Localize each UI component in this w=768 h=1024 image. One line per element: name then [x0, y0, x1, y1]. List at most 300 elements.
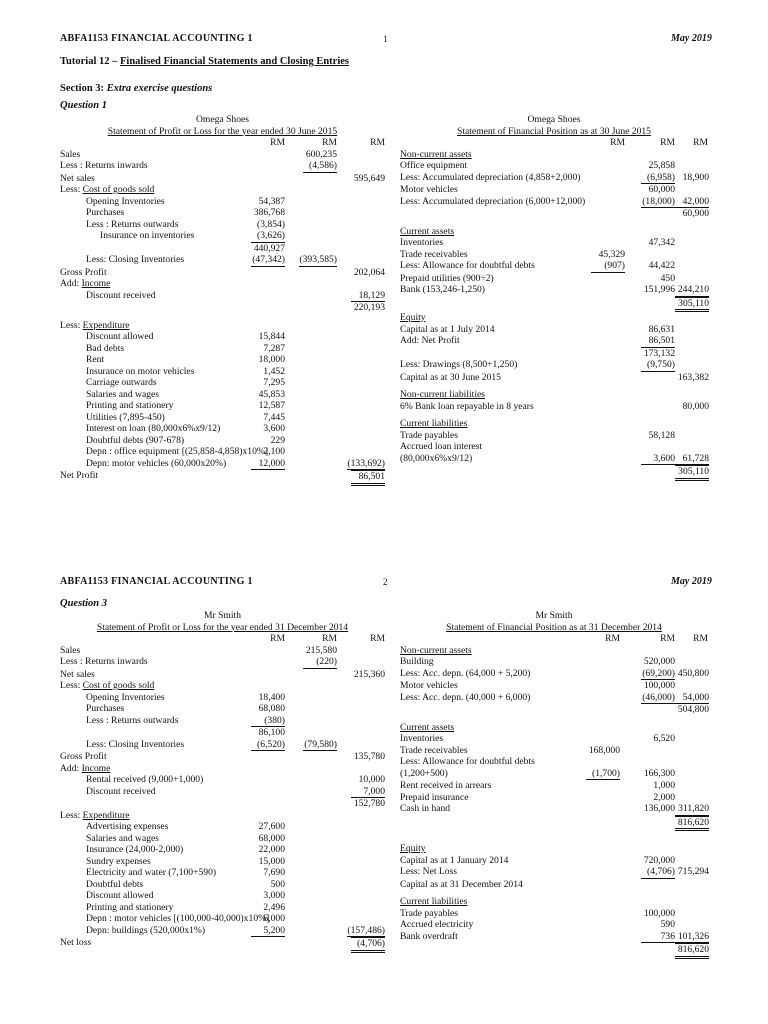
amount-cell: 202,064 [353, 266, 385, 278]
amount-cell [235, 774, 285, 786]
row-label: (80,000x6%x9/12) [400, 452, 473, 464]
amount-cell [285, 937, 337, 953]
amount-cell: (6,958) [625, 172, 675, 185]
statement-row [400, 792, 708, 804]
statement-row [400, 931, 708, 944]
amount-cell [620, 896, 675, 908]
statement-title: Statement of Financial Position as at 30 June 2015 [457, 125, 651, 137]
row-label: Less: Expenditure [60, 319, 130, 331]
statement-row [400, 172, 708, 185]
amount-cell: 1,452 [263, 365, 285, 377]
amount-cell: 54,387 [258, 195, 285, 207]
amount-cell: (133,692) [347, 457, 385, 469]
statement-row [60, 230, 385, 243]
amount-cell [675, 722, 708, 734]
amount-cell: 311,820 [675, 803, 708, 816]
row-label: Prepaid insurance [400, 791, 469, 803]
statement-row [60, 937, 385, 953]
row-label: Carriage outwards [86, 377, 157, 388]
statement-row [60, 366, 385, 378]
amount-cell: 45,329 [598, 248, 625, 260]
amount-cell [285, 913, 337, 925]
amount-cell [675, 359, 708, 372]
amount-cell [675, 896, 708, 908]
statement-row [400, 645, 708, 657]
statement-row [60, 196, 385, 208]
statement-entity: Mr Smith [203, 610, 242, 621]
amount-cell: (46,000) [642, 691, 675, 703]
column-header: RM [693, 633, 708, 644]
row-label: Less: Accumulated depreciation (6,000+12,000) [400, 195, 586, 207]
amount-cell: 504,800 [677, 704, 709, 715]
row-label: Discount allowed [86, 890, 154, 901]
amount-cell [585, 441, 625, 453]
amount-cell [675, 780, 708, 792]
amount-cell [285, 692, 337, 704]
statement-row [60, 423, 385, 435]
statement-row [400, 401, 708, 413]
amount-cell: (393,585) [299, 254, 337, 265]
amount-cell [285, 354, 337, 366]
amount-cell: 500 [270, 878, 285, 890]
amount-cell [675, 430, 708, 442]
row-label: Office equipment [400, 160, 468, 171]
amount-cell: 3,000 [263, 890, 285, 901]
amount-cell [585, 237, 625, 249]
amount-cell [285, 184, 337, 196]
amount-cell [235, 656, 285, 669]
statement-row [400, 441, 708, 453]
column-header-row [400, 137, 708, 149]
row-label: Net sales [60, 172, 95, 184]
amount-cell: (4,706) [620, 866, 675, 879]
statement-row [60, 446, 385, 458]
statement-row [400, 359, 708, 372]
row-label: Non-current liabilities [400, 389, 485, 400]
amount-cell [285, 389, 337, 401]
amount-cell [580, 816, 620, 832]
column-header: RM [270, 633, 285, 644]
amount-cell [337, 692, 385, 704]
amount-cell [675, 645, 708, 657]
amount-cell [337, 366, 385, 378]
amount-cell [580, 656, 620, 668]
row-label: Add: Income [60, 762, 111, 774]
row-label: Opening Inventories [86, 691, 165, 703]
amount-cell [337, 867, 385, 879]
amount-cell [620, 756, 675, 768]
column-header: RM [610, 137, 625, 148]
q1-profit-loss-statement [60, 114, 385, 486]
amount-cell [337, 833, 385, 845]
statement-row [400, 389, 708, 401]
statement-row [400, 249, 708, 261]
row-label: Less: Allowance for doubtful debts [400, 260, 535, 271]
amount-cell [625, 297, 675, 313]
amount-cell [337, 389, 385, 401]
amount-cell [285, 290, 337, 303]
amount-cell [580, 756, 620, 768]
row-label: Less: Cost of goods sold [60, 680, 155, 691]
amount-cell [235, 149, 285, 161]
statement-row [60, 739, 385, 752]
amount-cell [235, 302, 285, 314]
row-label: Depn : office equipment [(25,858-4,858)x10%] [86, 446, 269, 457]
column-header: RM [660, 633, 675, 644]
row-label: Less: Closing Inventories [86, 254, 185, 265]
amount-cell [585, 208, 625, 220]
statement-row [60, 879, 385, 891]
row-label: Less : Returns outwards [86, 218, 179, 230]
amount-cell [285, 856, 337, 868]
amount-cell: 715,294 [677, 866, 709, 877]
amount-cell: 6,520 [653, 733, 675, 744]
row-label: Current assets [400, 225, 455, 237]
amount-cell: (69,200) [642, 667, 675, 679]
amount-cell [585, 430, 625, 442]
amount-cell [625, 312, 675, 324]
statement-row [400, 896, 708, 908]
amount-cell [337, 879, 385, 891]
amount-cell [337, 715, 385, 728]
statement-row [400, 879, 708, 891]
amount-cell [585, 226, 625, 238]
amount-cell: 173,132 [643, 347, 675, 359]
row-label [60, 243, 235, 255]
row-label [60, 798, 235, 810]
row-label: Equity [400, 312, 426, 323]
amount-cell [285, 458, 337, 471]
row-label: Printing and stationery [86, 901, 174, 913]
amount-cell: 54,000 [675, 692, 708, 705]
amount-cell [625, 208, 675, 220]
section-prefix: Section 3: [60, 83, 107, 94]
amount-cell [585, 284, 625, 297]
amount-cell: 590 [660, 919, 675, 930]
amount-cell [580, 792, 620, 804]
row-label: Rental received (9,000+1,000) [86, 774, 204, 785]
statement-title: Statement of Profit or Loss for the year ended 31 December 2014 [96, 621, 349, 633]
amount-cell [337, 230, 385, 243]
amount-cell [337, 890, 385, 902]
statement-row [60, 458, 385, 471]
amount-cell [235, 290, 285, 303]
question-3-label: Question 3 [60, 598, 107, 609]
amount-cell [585, 312, 625, 324]
statement-row [400, 196, 708, 209]
amount-cell [235, 680, 285, 692]
amount-cell [337, 207, 385, 219]
amount-cell [580, 733, 620, 745]
amount-cell: 22,000 [258, 844, 285, 855]
statement-row [60, 278, 385, 290]
amount-cell [675, 418, 708, 430]
amount-cell [337, 354, 385, 366]
statement-row [400, 237, 708, 249]
amount-cell [235, 173, 285, 185]
row-label: Insurance (24,000-2,000) [86, 844, 184, 855]
statement-row [60, 925, 385, 938]
row-label: Motor vehicles [400, 680, 458, 691]
statement-entity: Omega Shoes [527, 114, 581, 125]
amount-cell [337, 656, 385, 669]
amount-cell [285, 925, 337, 938]
amount-cell [337, 844, 385, 856]
amount-cell [285, 196, 337, 208]
statement-row [400, 184, 708, 196]
statement-row [60, 669, 385, 681]
amount-cell [285, 366, 337, 378]
row-label [400, 816, 580, 832]
amount-cell [235, 751, 285, 763]
amount-cell [235, 278, 285, 290]
amount-cell: 2,000 [653, 791, 675, 803]
amount-cell: 18,900 [682, 171, 709, 183]
amount-cell: 44,422 [648, 260, 675, 271]
amount-cell [235, 763, 285, 775]
statement-row [400, 273, 708, 285]
amount-cell [580, 803, 620, 816]
row-label: Salaries and wages [86, 388, 159, 400]
amount-cell [285, 377, 337, 389]
statement-row [400, 297, 708, 313]
amount-cell [235, 645, 285, 657]
statement-title: Statement of Financial Position as at 31 December 2014 [446, 621, 662, 633]
amount-cell [337, 435, 385, 447]
amount-cell: 60,000 [648, 184, 675, 195]
statement-row [60, 645, 385, 657]
statement-row [60, 798, 385, 810]
header-date-page2: May 2019 [671, 576, 712, 587]
amount-cell [285, 727, 337, 739]
amount-cell [285, 715, 337, 728]
row-label: Less: Acc. depn. (64,000 + 5,200) [400, 667, 531, 679]
amount-cell [337, 856, 385, 868]
amount-cell [675, 656, 708, 668]
amount-cell [285, 412, 337, 424]
amount-cell: 720,000 [643, 854, 675, 866]
row-label [400, 704, 580, 716]
row-label: (1,200+500) [400, 767, 448, 779]
amount-cell [585, 359, 625, 372]
row-label: Cash in hand [400, 803, 451, 814]
amount-cell [580, 704, 620, 716]
row-label: Discount allowed [86, 331, 154, 342]
statement-row [60, 763, 385, 775]
statement-row [60, 343, 385, 355]
row-label: Depn : motor vehicles [(100,000-40,000)x10%] [86, 913, 270, 924]
row-label: Sales [60, 148, 81, 160]
q3-profit-loss-statement [60, 610, 385, 953]
amount-cell: 100,000 [643, 907, 675, 919]
amount-cell: 2,100 [263, 446, 285, 457]
amount-cell [285, 470, 337, 486]
statement-row [60, 867, 385, 879]
row-label: Less: Acc. depn. (40,000 + 6,000) [400, 691, 531, 703]
amount-cell: (3,854) [257, 218, 285, 230]
row-label: Motor vehicles [400, 184, 458, 195]
statement-row [60, 821, 385, 833]
tutorial-title [60, 56, 349, 67]
amount-cell [235, 669, 285, 681]
row-label: Rent received in arrears [400, 780, 492, 791]
row-label: Prepaid utilities (900÷2) [400, 272, 494, 284]
amount-cell: 12,000 [235, 458, 285, 471]
statement-table [400, 633, 708, 959]
amount-cell: 86,100 [258, 727, 285, 738]
amount-cell [235, 470, 285, 486]
amount-cell [337, 821, 385, 833]
amount-cell: 151,996 [643, 284, 675, 295]
row-label: Insurance on inventories [100, 230, 195, 241]
amount-cell [580, 943, 620, 959]
amount-cell [580, 896, 620, 908]
amount-cell [580, 908, 620, 920]
amount-cell: (3,626) [235, 230, 285, 243]
amount-cell [285, 435, 337, 447]
amount-cell [675, 348, 708, 360]
amount-cell [580, 645, 620, 657]
statement-row [400, 745, 708, 757]
statement-row [400, 260, 708, 273]
row-label: Capital as at 1 July 2014 [400, 323, 495, 335]
column-header-row [60, 633, 385, 645]
amount-cell [337, 331, 385, 343]
statement-row [60, 400, 385, 412]
amount-cell [580, 879, 620, 891]
row-label: Doubtful debts [86, 878, 144, 890]
amount-cell [285, 423, 337, 435]
row-label: Salaries and wages [86, 832, 159, 844]
statement-row [400, 668, 708, 681]
amount-cell [585, 184, 625, 196]
amount-cell: (6,520) [235, 739, 285, 752]
amount-cell [337, 680, 385, 692]
row-label: Bank overdraft [400, 930, 458, 942]
amount-cell [337, 184, 385, 196]
statement-row [60, 786, 385, 799]
amount-cell [337, 278, 385, 290]
row-label: Advertising expenses [86, 821, 169, 832]
amount-cell: 7,295 [263, 377, 285, 388]
amount-cell: 27,600 [258, 821, 285, 832]
row-label: Purchases [86, 207, 125, 218]
amount-cell: (79,580) [304, 738, 337, 750]
amount-cell [337, 727, 385, 739]
amount-cell [585, 297, 625, 313]
amount-cell: 135,780 [353, 751, 385, 762]
amount-cell: 18,400 [258, 691, 285, 703]
amount-cell: 595,649 [353, 172, 385, 184]
amount-cell: 305,110 [675, 465, 708, 481]
amount-cell [625, 149, 675, 161]
statement-row [60, 254, 385, 267]
amount-cell [285, 243, 337, 255]
section-title: Extra exercise questions [106, 83, 213, 94]
amount-cell: 736 [620, 931, 675, 944]
row-label [60, 302, 235, 314]
amount-cell [337, 219, 385, 231]
amount-cell [675, 855, 708, 867]
row-label: Equity [400, 843, 426, 854]
row-label: Capital as at 31 December 2014 [400, 878, 523, 890]
row-label: Less : Returns inwards [60, 160, 148, 171]
amount-cell [285, 446, 337, 458]
row-label: Less: Allowance for doubtful debts [400, 756, 535, 767]
amount-cell [620, 943, 675, 959]
amount-cell: 60,900 [682, 208, 709, 219]
amount-cell [337, 423, 385, 435]
amount-cell: 3,600 [625, 453, 675, 466]
amount-cell [580, 780, 620, 792]
amount-cell [585, 324, 625, 336]
column-header: RM [322, 633, 337, 644]
amount-cell: 68,080 [258, 703, 285, 714]
amount-cell [585, 418, 625, 430]
amount-cell [585, 453, 625, 466]
amount-cell [580, 722, 620, 734]
amount-cell [285, 207, 337, 219]
statement-row [60, 902, 385, 914]
row-label: Net loss [60, 937, 92, 948]
amount-cell: (220) [285, 656, 337, 669]
amount-cell: 600,235 [305, 148, 337, 160]
amount-cell: 86,501 [337, 470, 385, 486]
amount-cell [337, 160, 385, 173]
amount-cell [675, 273, 708, 285]
column-header: RM [370, 633, 385, 644]
amount-cell: 100,000 [643, 680, 675, 691]
statement-row [400, 843, 708, 855]
amount-cell: (4,706) [337, 937, 385, 953]
amount-cell [235, 320, 285, 332]
amount-cell [625, 441, 675, 453]
amount-cell [285, 267, 337, 279]
amount-cell: (380) [235, 715, 285, 728]
statement-row [60, 703, 385, 715]
amount-cell [337, 763, 385, 775]
course-header: ABFA1153 FINANCIAL ACCOUNTING 1 [60, 33, 253, 44]
amount-cell: 5,200 [235, 925, 285, 938]
row-label: Gross Profit [60, 266, 107, 278]
statement-row [400, 656, 708, 668]
amount-cell: 1,000 [653, 780, 675, 791]
amount-cell [675, 249, 708, 261]
amount-cell [337, 913, 385, 925]
amount-cell [585, 196, 625, 209]
column-header-row [60, 137, 385, 149]
amount-cell: 450 [660, 272, 675, 284]
statement-row [60, 149, 385, 161]
statement-row [400, 372, 708, 384]
amount-cell: 520,000 [643, 656, 675, 667]
statement-row [60, 833, 385, 845]
amount-cell [337, 446, 385, 458]
amount-cell [285, 833, 337, 845]
amount-cell [285, 173, 337, 185]
statement-row [60, 470, 385, 486]
statement-row [400, 312, 708, 324]
statement-row [60, 727, 385, 739]
row-label: Opening Inventories [86, 195, 165, 207]
amount-cell [675, 745, 708, 757]
statement-row [60, 656, 385, 669]
row-label [400, 465, 585, 481]
statement-row [400, 465, 708, 481]
q3-financial-position-statement [400, 610, 708, 959]
amount-cell [285, 844, 337, 856]
row-label: Trade receivables [400, 248, 468, 260]
